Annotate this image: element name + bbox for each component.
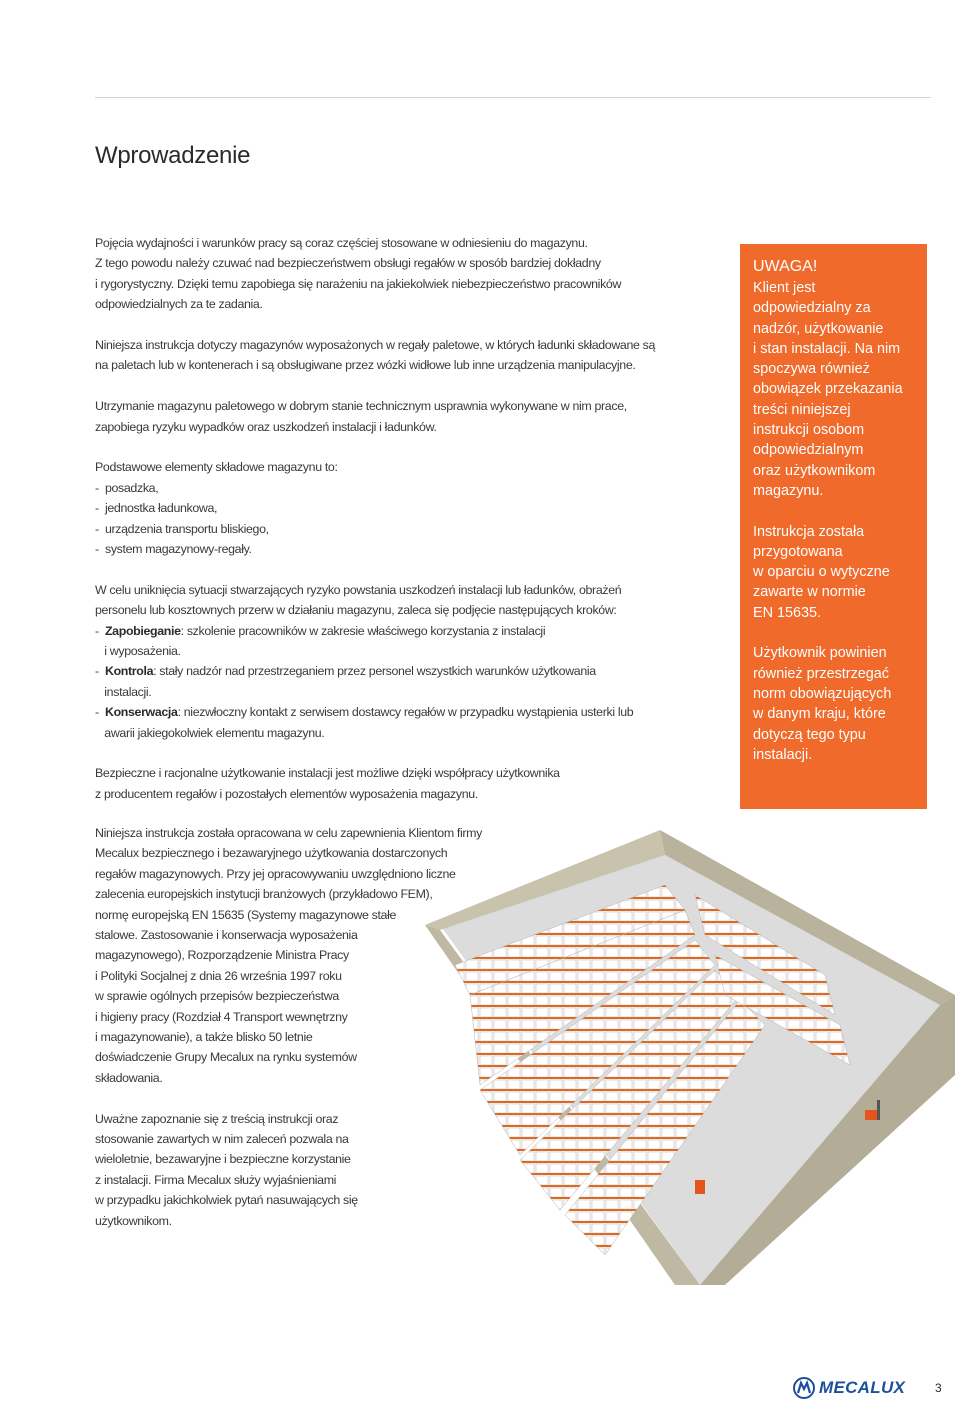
mecalux-logo [793, 1373, 905, 1403]
reading-paragraph: Uważne zapoznanie się z treścią instrukcji oraz stosowanie zawartych w nim zaleceń pozwala na wieloletnie, bezawaryjne i bezpieczne korzystanie z instalacji. Firma Mecalux służy wyjaśnieniami w przypadku jakichkolwiek pytań nasuwających się użytkownikom. [95, 1111, 358, 1228]
warning-heading: UWAGA! [753, 258, 818, 275]
risk-section [95, 580, 715, 743]
text-line: i rygorystyczny. Dzięki temu zapobiega się narażeniu na jakiekolwiek niebezpieczeństwo pracowników [95, 276, 622, 291]
text-line: Pojęcia wydajności i warunków pracy są coraz częściej stosowane w odniesieniu do magazynu. [95, 236, 588, 250]
intro-paragraph [95, 233, 715, 315]
page-title: Wprowadzenie [95, 142, 251, 169]
list-item: - system magazynowy-regały. [95, 542, 252, 557]
header-divider [95, 97, 931, 98]
text-line: odpowiedzialnych za te zadania. [95, 297, 263, 312]
list-item: - posadzka, [95, 480, 159, 495]
text-line: personelu lub kosztownych przerw w działaniu magazynu, zaleca się podjęcie następujących kroków: [95, 603, 617, 618]
mecalux-m-icon [793, 1377, 815, 1399]
cooperation-paragraph [95, 763, 715, 804]
list-item: - jednostka ładunkowa, [95, 501, 218, 516]
step-control: - Kontrola: stały nadzór nad przestrzeganiem przez personel wszystkich warunków użytkowania [95, 664, 596, 679]
forklift-icon [695, 1180, 705, 1194]
list-item: - urządzenia transportu bliskiego, [95, 521, 269, 536]
step-maintenance: - Konserwacja: niezwłoczny kontakt z serwisem dostawcy regałów w przypadku wystąpienia usterki lub [95, 705, 634, 720]
step-continuation: i wyposażenia. [104, 644, 181, 659]
warning-paragraph: Instrukcja została przygotowana w oparciu o wytyczne zawarte w normie EN 15635. [753, 523, 890, 621]
step-continuation: awarii jakiegokolwiek elementu magazynu. [104, 725, 325, 740]
text-line: zapobiega ryzyku wypadków oraz uszkodzeń instalacji i ładunków. [95, 419, 437, 434]
text-line: W celu uniknięcia sytuacji stwarzających ryzyko powstania uszkodzeń instalacji lub ładunków, obrażeń [95, 582, 622, 597]
maintenance-paragraph [95, 396, 715, 437]
step-continuation: instalacji. [104, 684, 152, 699]
page-number: 3 [935, 1381, 942, 1395]
text-line: Bezpieczne i racjonalne użytkowanie instalacji jest możliwe dzięki współpracy użytkownika [95, 766, 560, 781]
mecalux-paragraph: Niniejsza instrukcja została opracowana w celu zapewnienia Klientom firmy Mecalux bezpiecznego i bezawaryjnego użytkowania dostarczonych regałów magazynowych. Przy jej opracowywaniu uwzględniono liczne zalecenia europejskich instytucji branżowych (przykładowo FEM), normę europejską EN 15635 (Systemy magazynowe stałe stalowe. Zastosowanie i konserwacja wyposażenia magazynowego), Rozporządzenie Ministra Pracy i Polityki Socjalnej z dnia 26 września 1997 roku w sprawie ogólnych przepisów bezpieczeństwa i higieny pracy (Rozdział 4 Transport wewnętrzny i magazynowanie), a także blisko 50 letnie doświadczenie Grupy Mecalux na rynku systemów składowania. [95, 826, 482, 1085]
scope-paragraph [95, 335, 715, 376]
elements-heading: Podstawowe elementy składowe magazynu to: [95, 460, 338, 475]
warning-paragraph: Użytkownik powinien również przestrzegać norm obowiązujących w danym kraju, które dotyczą tego typu instalacji. [753, 645, 892, 763]
elements-section [95, 457, 715, 559]
forklift-icon [865, 1110, 879, 1120]
warehouse-illustration [395, 815, 957, 1285]
warning-paragraph: Klient jest odpowiedzialny za nadzór, użytkowanie i stan instalacji. Na nim spoczywa również obowiązek przekazania treści niniejszej instrukcji osobom odpowiedzialnym oraz użytkownikom magazynu. [753, 280, 903, 499]
step-prevention: - Zapobieganie: szkolenie pracowników w zakresie właściwego korzystania z instalacji [95, 623, 546, 638]
warning-box [740, 244, 927, 809]
text-line: na paletach lub w kontenerach i są obsługiwane przez wózki widłowe lub inne urządzenia manipulacyjne. [95, 358, 636, 373]
text-line: Z tego powodu należy czuwać nad bezpieczeństwem obsługi regałów w sposób bardziej dokładny [95, 256, 601, 271]
main-body [95, 233, 715, 825]
text-line: Utrzymanie magazynu paletowego w dobrym stanie technicznym usprawnia wykonywane w nim prace, [95, 399, 627, 414]
logo-text: MECALUX [819, 1378, 906, 1397]
text-line: z producentem regałów i pozostałych elementów wyposażenia magazynu. [95, 786, 478, 801]
text-line: Niniejsza instrukcja dotyczy magazynów wyposażonych w regały paletowe, w których ładunki składowane są [95, 338, 656, 353]
lower-text-column [95, 823, 482, 1252]
